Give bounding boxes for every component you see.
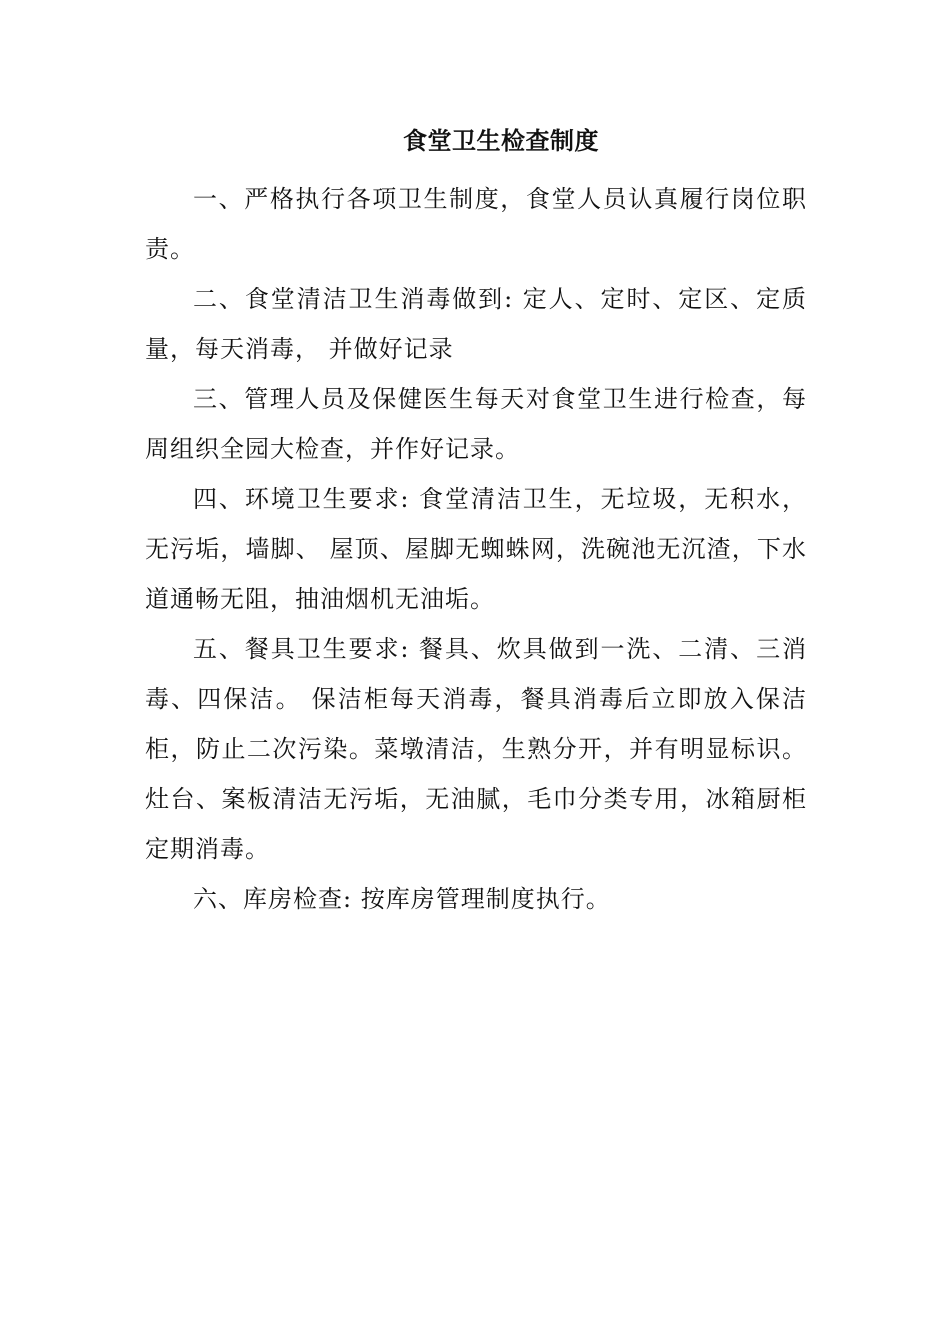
paragraph-6: 六、库房检查: 按库房管理制度执行。 bbox=[193, 885, 611, 913]
document-title: 食堂卫生检查制度 bbox=[403, 127, 599, 155]
paragraph-5: 五、餐具卫生要求: 餐具、炊具做到一洗、二清、三消毒、四保洁。 保洁柜每天消毒，餐具消毒后立即放入保洁柜，防止二次污染。菜墩清洁，生熟分开，并有明显标识。灶台、案板清洁无污垢，无油腻，毛巾分类专用，冰箱厨柜定期消毒。 bbox=[145, 635, 807, 863]
paragraph-2: 二、食堂清洁卫生消毒做到: 定人、定时、定区、定质量，每天消毒， 并做好记录 bbox=[145, 285, 807, 363]
document-body bbox=[145, 174, 807, 924]
paragraph-4: 四、环境卫生要求: 食堂清洁卫生，无垃圾，无积水，无污垢，墙脚、 屋顶、屋脚无蜘蛛网，洗碗池无沉渣，下水道通畅无阻，抽油烟机无油垢。 bbox=[145, 485, 807, 613]
paragraph-1: 一、严格执行各项卫生制度，食堂人员认真履行岗位职责。 bbox=[145, 185, 807, 263]
paragraph-3: 三、管理人员及保健医生每天对食堂卫生进行检查，每周组织全园大检查，并作好记录。 bbox=[145, 385, 807, 463]
